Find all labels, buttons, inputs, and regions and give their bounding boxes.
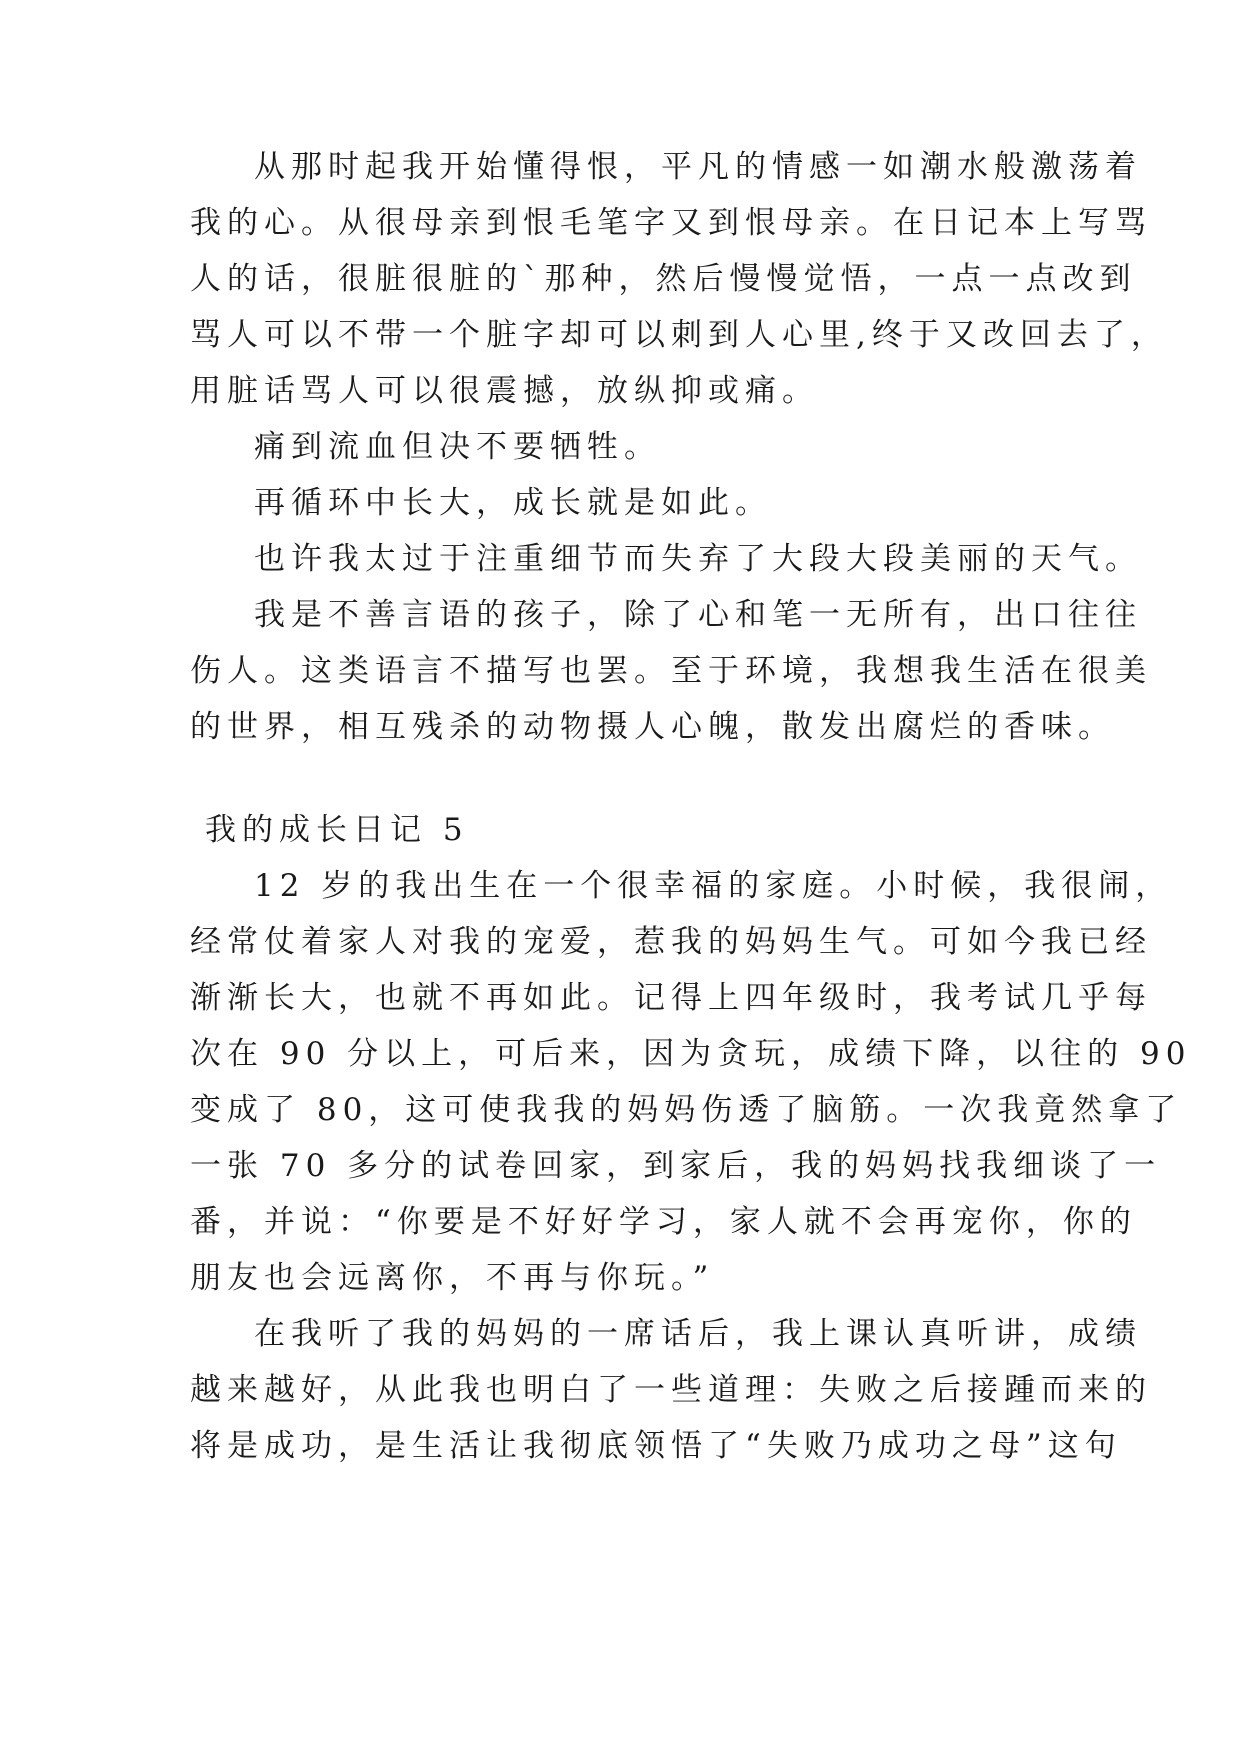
paragraph-line: 将是成功，是生活让我彻底领悟了“失败乃成功之母”这句: [190, 1428, 1122, 1464]
paragraph-line: 朋友也会远离你，不再与你玩。”: [190, 1260, 715, 1296]
paragraph-line: 用脏话骂人可以很震撼，放纵抑或痛。: [190, 373, 819, 409]
paragraph-line: 骂人可以不带一个脏字却可以刺到人心里,终于又改回去了，: [190, 317, 1168, 353]
paragraph-line: 在我听了我的妈妈的一席话后，我上课认真听讲，成绩: [254, 1316, 1142, 1352]
paragraph-line: 次在 90 分以上，可后来，因为贪玩，成绩下降，以往的 90: [190, 1036, 1192, 1072]
paragraph-line: 渐渐长大，也就不再如此。记得上四年级时，我考试几乎每: [190, 980, 1152, 1016]
paragraph-line: 一张 70 多分的试卷回家，到家后，我的妈妈找我细谈了一: [190, 1148, 1162, 1184]
paragraph-line: 番，并说：“你要是不好好学习，家人就不会再宠你，你的: [190, 1204, 1137, 1240]
paragraph-line: 经常仗着家人对我的宠爱，惹我的妈妈生气。可如今我已经: [190, 924, 1152, 960]
paragraph-line: 的世界，相互残杀的动物摄人心魄，散发出腐烂的香味。: [190, 709, 1115, 745]
paragraph-line: 伤人。这类语言不描写也罢。至于环境，我想我生活在很美: [190, 653, 1152, 689]
paragraph-line: 12 岁的我出生在一个很幸福的家庭。小时候，我很闹，: [254, 868, 1173, 904]
paragraph-line: 再循环中长大，成长就是如此。: [254, 485, 772, 521]
paragraph-line: 也许我太过于注重细节而失弃了大段大段美丽的天气。: [254, 541, 1142, 577]
paragraph-line: 从那时起我开始懂得恨，平凡的情感一如潮水般激荡着: [254, 149, 1142, 185]
paragraph-line: 人的话，很脏很脏的`那种，然后慢慢觉悟，一点一点改到: [190, 261, 1137, 297]
paragraph-line: 我的心。从很母亲到恨毛笔字又到恨母亲。在日记本上写骂: [190, 205, 1152, 241]
paragraph-line: 痛到流血但决不要牺牲。: [254, 429, 661, 465]
paragraph-line: 我是不善言语的孩子，除了心和笔一无所有，出口往往: [254, 597, 1142, 633]
paragraph-line: 越来越好，从此我也明白了一些道理：失败之后接踵而来的: [190, 1372, 1152, 1408]
paragraph-line: 变成了 80，这可使我我的妈妈伤透了脑筋。一次我竟然拿了: [190, 1092, 1183, 1128]
section-heading: 我的成长日记 5: [205, 812, 469, 848]
